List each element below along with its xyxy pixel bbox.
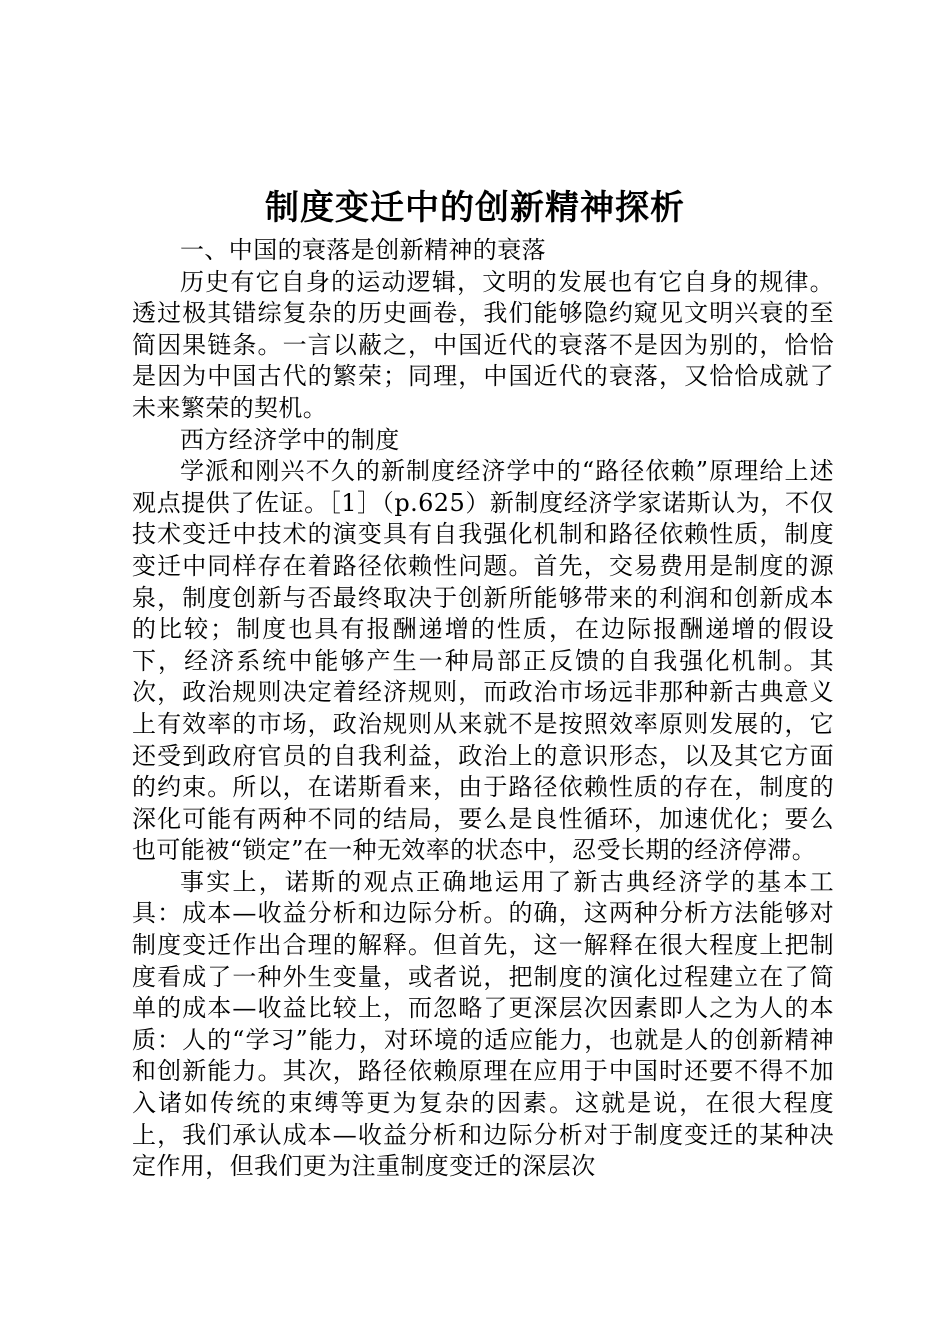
document-body [132,235,834,1183]
paragraph: 事实上，诺斯的观点正确地运用了新古典经济学的基本工具：成本—收益分析和边际分析。的确，这两种分析方法能够对制度变迁作出合理的解释。但首先，这一解释在很大程度上把制度看成了一种外生变量，或者说，把制度的演化过程建立在了简单的成本—收益比较上，而忽略了更深层次因素即人之为人的本质：人的“学习”能力，对环境的适应能力，也就是人的创新精神和创新能力。其次，路径依赖原理在应用于中国时还要不得不加入诸如传统的束缚等更为复杂的因素。这就是说，在很大程度上，我们承认成本—收益分析和边际分析对于制度变迁的某种决定作用，但我们更为注重制度变迁的深层次 [132,867,834,1181]
document-title: 制度变迁中的创新精神探析 [265,188,685,228]
section-heading: 一、中国的衰落是创新精神的衰落 [180,236,546,264]
paragraph: 西方经济学中的制度 [180,425,400,454]
paragraph: 历史有它自身的运动逻辑，文明的发展也有它自身的规律。透过极其错综复杂的历史画卷，我们能够隐约窥见文明兴衰的至简因果链条。一言以蔽之，中国近代的衰落不是因为别的，恰恰是因为中国古代的繁荣；同理，中国近代的衰落，又恰恰成就了未来繁荣的契机。 [132,267,834,422]
paragraph: 学派和刚兴不久的新制度经济学中的“路径依赖”原理给上述观点提供了佐证。［1］（p.625）新制度经济学家诺斯认为，不仅技术变迁中技术的演变具有自我强化机制和路径依赖性质，制度变迁中同样存在着路径依赖性问题。首先，交易费用是制度的源泉，制度创新与否最终取决于创新所能够带来的利润和创新成本的比较；制度也具有报酬递增的性质，在边际报酬递增的假设下，经济系统中能够产生一种局部正反馈的自我强化机制。其次，政治规则决定着经济规则，而政治市场远非那种新古典意义上有效率的市场，政治规则从来就不是按照效率原则发展的，它还受到政府官员的自我利益，政治上的意识形态，以及其它方面的约束。所以，在诺斯看来，由于路径依赖性质的存在，制度的深化可能有两种不同的结局，要么是良性循环，加速优化；要么也可能被“锁定”在一种无效率的状态中，忍受长期的经济停滞。 [132,457,834,865]
